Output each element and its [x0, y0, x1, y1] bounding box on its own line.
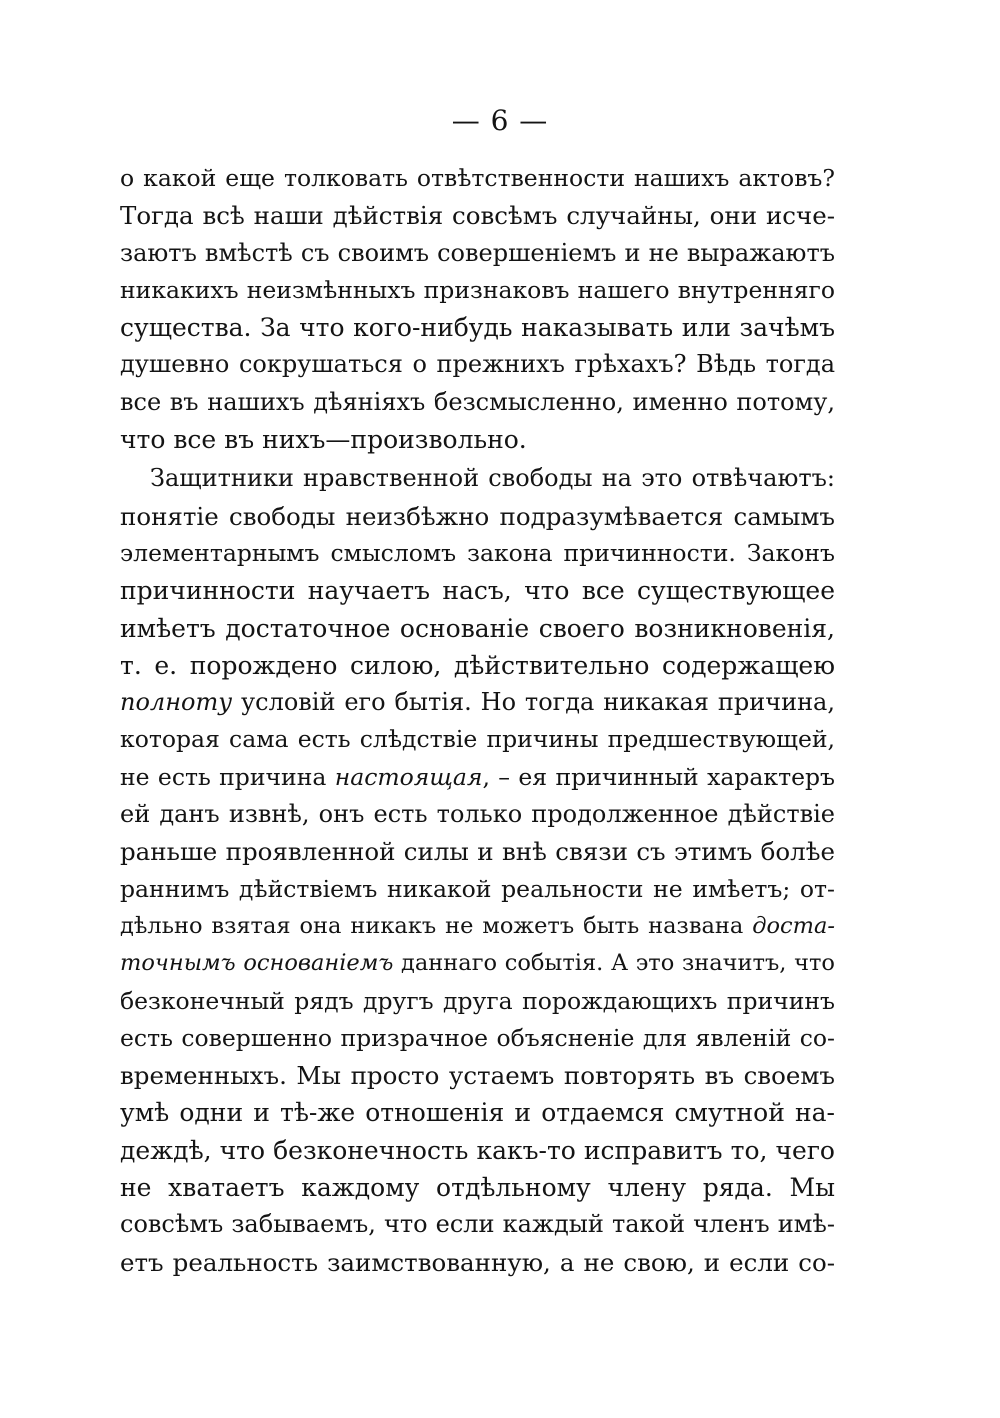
text-line: есть совершенно призрачное объясненіе для явленій со- — [120, 1023, 835, 1052]
text-line: о какой еще толковать отвѣтственности нашихъ актовъ? — [120, 164, 835, 192]
text-line — [120, 684, 835, 721]
text-line: причинности научаетъ насъ, что все существующее — [120, 576, 835, 606]
text-run: условій его бытія. Но тогда никакая причина, — [232, 688, 835, 717]
text-run: не есть причина — [120, 762, 335, 791]
text-line: безконечный рядъ другъ друга порождающихъ причинъ — [120, 986, 835, 1015]
italic-emphasis: полноту — [120, 688, 233, 717]
text-line: раньше проявленной силы и внѣ связи съ этимъ болѣе — [120, 837, 835, 867]
italic-emphasis: точнымъ основаніемъ — [120, 950, 394, 977]
italic-emphasis: настоящая — [334, 762, 483, 791]
text-line: Защитники нравственной свободы на это отвѣчаютъ: — [150, 464, 835, 493]
text-line: заютъ вмѣстѣ съ своимъ совершеніемъ и не выражаютъ — [120, 238, 835, 267]
text-line: т. е. порождено силою, дѣйствительно содержащею — [120, 650, 835, 680]
text-line: что все въ нихъ—произвольно. — [120, 425, 527, 455]
text-line: етъ реальность заимствованную, а не свою, и если со- — [120, 1247, 835, 1277]
text-line: деждѣ, что безконечность какъ-то исправитъ то, чего — [120, 1135, 835, 1165]
text-line: раннимъ дѣйствіемъ никакой реальности не имѣетъ; от- — [120, 874, 835, 903]
text-run: , – ея причинный характеръ — [482, 762, 835, 791]
text-line: умѣ одни и тѣ-же отношенія и отдаемся смутной на- — [120, 1098, 835, 1128]
text-line: не хватаетъ каждому отдѣльному члену ряда. Мы — [120, 1173, 835, 1203]
text-run: дѣльно взятая она никакъ не можетъ быть названа — [120, 912, 753, 939]
text-line: душевно сокрушаться о прежнихъ грѣхахъ? Вѣдь тогда — [120, 350, 835, 379]
text-line: никакихъ неизмѣнныхъ признаковъ нашего внутренняго — [120, 275, 835, 304]
text-line: существа. За что кого-нибудь наказывать или зачѣмъ — [120, 313, 835, 343]
body-text — [120, 160, 835, 1281]
text-line: совсѣмъ забываемъ, что если каждый такой членъ имѣ- — [120, 1210, 835, 1239]
italic-emphasis: доста- — [752, 912, 835, 939]
text-line: элементарнымъ смысломъ закона причинности. Законъ — [120, 538, 835, 567]
page-number: — 6 — — [451, 104, 549, 137]
text-line: все въ нашихъ дѣяніяхъ безсмысленно, именно потому, — [120, 387, 835, 416]
text-line: которая сама есть слѣдствіе причины предшествующей, — [120, 725, 835, 754]
text-line: временныхъ. Мы просто устаемъ повторять въ своемъ — [120, 1061, 835, 1091]
text-run: даннаго событія. А это значитъ, что — [393, 950, 835, 977]
text-line: ей данъ извнѣ, онъ есть только продолженное дѣйствіе — [120, 800, 835, 829]
text-line: имѣетъ достаточное основаніе своего возникновенія, — [120, 613, 835, 643]
text-line — [120, 945, 835, 982]
text-line: Тогда всѣ наши дѣйствія совсѣмъ случайны, они исче- — [120, 201, 835, 231]
text-line — [120, 908, 835, 945]
text-line: понятіе свободы неизбѣжно подразумѣвается самымъ — [120, 501, 835, 531]
text-line — [120, 759, 835, 796]
